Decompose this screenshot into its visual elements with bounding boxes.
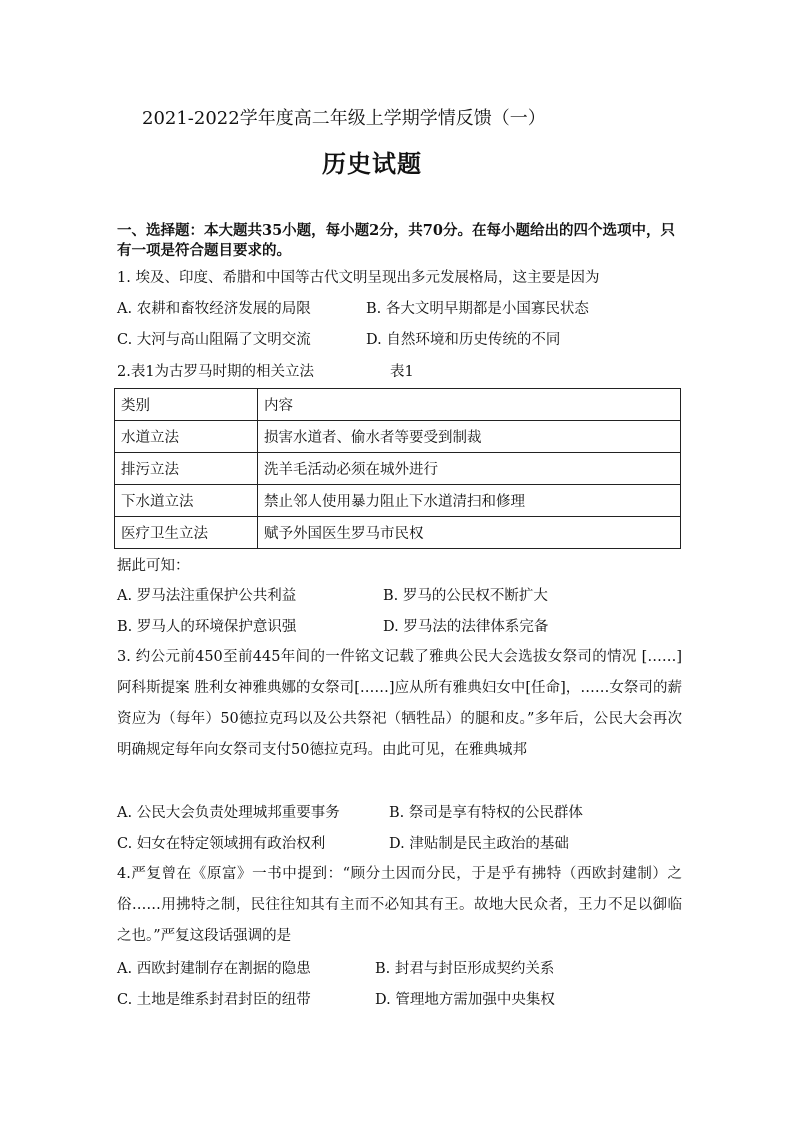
table-cell: 洗羊毛活动必须在城外进行 (258, 453, 681, 485)
question-4-option-d: D. 管理地方需加强中央集权 (375, 992, 555, 1008)
question-2-option-c: B. 罗马人的环境保护意识强 (117, 619, 297, 635)
legislation-table (114, 388, 681, 549)
table-cell: 医疗卫生立法 (115, 517, 258, 549)
question-3-option-d: D. 津贴制是民主政治的基础 (389, 836, 569, 852)
question-3-stem: 3. 约公元前450至前445年间的一件铭文记载了雅典公民大会选拔女祭司的情况 [……]阿科斯提案 胜利女神雅典娜的女祭司[……]应从所有雅典妇女中[任命]，……女祭司的薪资应为（每年）50德拉克玛以及公共祭祀（牺牲品）的腿和皮。”多年后，公民大会再次明确规定每年向女祭司支付50德拉克玛。由此可见，在雅典城邦 (117, 649, 682, 758)
table-cell: 禁止邻人使用暴力阻止下水道清扫和修理 (258, 485, 681, 517)
question-4-option-a: A. 西欧封建制存在割据的隐患 (117, 961, 311, 977)
question-2-option-a: A. 罗马法注重保护公共利益 (117, 588, 297, 604)
table-row (115, 485, 681, 517)
table-cell: 水道立法 (115, 421, 258, 453)
question-3-option-b: B. 祭司是享有特权的公民群体 (389, 805, 583, 821)
question-1-stem: 1. 埃及、印度、希腊和中国等古代文明呈现出多元发展格局，这主要是因为 (117, 270, 600, 286)
table-row (115, 421, 681, 453)
table-header-row (115, 389, 681, 421)
table-row (115, 517, 681, 549)
table-caption: 表1 (390, 364, 414, 380)
question-4-option-b: B. 封君与封臣形成契约关系 (375, 961, 555, 977)
question-4-option-c: C. 土地是维系封君封臣的纽带 (117, 992, 311, 1008)
exam-title: 2021-2022学年度高二年级上学期学情反馈（一） (142, 108, 546, 129)
exam-subtitle: 历史试题 (322, 149, 422, 178)
table-header-cell: 内容 (258, 389, 681, 421)
question-4-stem: 4.严复曾在《原富》一书中提到：“顾分土因而分民，于是乎有拂特（西欧封建制）之俗……用拂特之制，民往往知其有主而不必知其有王。故地大民众者，王力不足以御临之也。”严复这段话强调的是 (117, 866, 682, 944)
table-cell: 赋予外国医生罗马市民权 (258, 517, 681, 549)
table-header-cell: 类别 (115, 389, 258, 421)
question-1-option-b: B. 各大文明早期都是小国寡民状态 (366, 301, 589, 317)
table-cell: 排污立法 (115, 453, 258, 485)
question-2-option-b: B. 罗马的公民权不断扩大 (383, 588, 548, 604)
question-1-option-c: C. 大河与高山阻隔了文明交流 (117, 332, 311, 348)
table-cell: 损害水道者、偷水者等要受到制裁 (258, 421, 681, 453)
question-2-option-d: D. 罗马法的法律体系完备 (383, 619, 549, 635)
table-row (115, 453, 681, 485)
table-cell: 下水道立法 (115, 485, 258, 517)
question-1-option-a: A. 农耕和畜牧经济发展的局限 (117, 301, 311, 317)
section-instruction: 一、选择题：本大题共35小题，每小题2分，共70分。在每小题给出的四个选项中，只有一项是符合题目要求的。 (117, 222, 675, 259)
question-2-followup: 据此可知： (117, 558, 190, 574)
question-1-option-d: D. 自然环境和历史传统的不同 (366, 332, 561, 348)
question-2-stem: 2.表1为古罗马时期的相关立法 (117, 364, 315, 380)
question-3-option-a: A. 公民大会负责处理城邦重要事务 (117, 805, 340, 821)
question-3-option-c: C. 妇女在特定领域拥有政治权利 (117, 836, 326, 852)
